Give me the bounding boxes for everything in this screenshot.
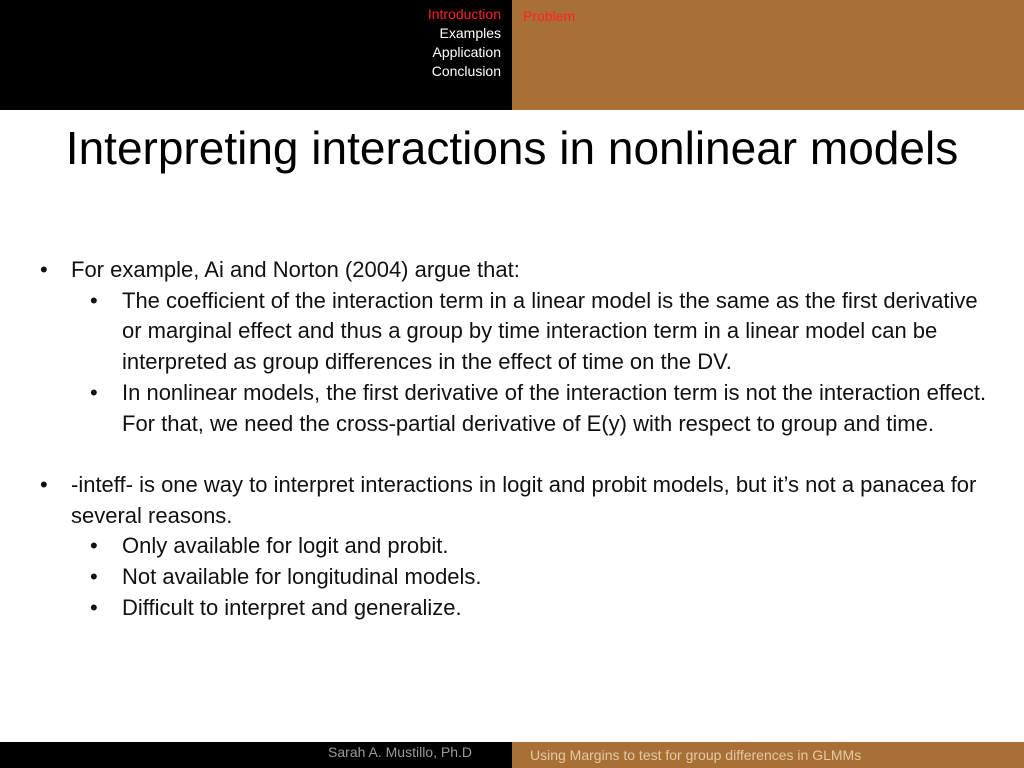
- footer-talk-title: Using Margins to test for group differences in GLMMs: [530, 747, 862, 763]
- bullet-item: [0, 470, 1024, 531]
- sub-bullet-item: [0, 562, 1024, 593]
- slide-title: Interpreting interactions in nonlinear models: [65, 122, 959, 174]
- bullet-glyph: •: [40, 471, 48, 497]
- nav-item-conclusion[interactable]: Conclusion: [431, 63, 501, 79]
- footer-author: Sarah A. Mustillo, Ph.D: [328, 744, 472, 760]
- bullet-glyph: •: [40, 257, 48, 282]
- bullet-spacer: [0, 439, 1024, 470]
- sub-bullet-item: [0, 286, 1024, 378]
- bullet-text: For example, Ai and Norton (2004) argue that:: [71, 257, 520, 282]
- sub-bullet-text: Only available for logit and probit.: [122, 533, 449, 559]
- bullet-glyph: •: [90, 379, 98, 405]
- bullet-text: -inteff- is one way to interpret interactions in logit and probit models, but it’s not a panacea for several reasons.: [71, 471, 977, 528]
- footer-author-panel: [0, 742, 512, 768]
- current-subsection-label[interactable]: Problem: [523, 8, 576, 24]
- sub-bullet-item: [0, 593, 1024, 624]
- slide-body: [0, 255, 1024, 623]
- footer-title-panel: [512, 742, 1024, 768]
- nav-item-introduction[interactable]: Introduction: [427, 6, 501, 22]
- sub-bullet-item: [0, 378, 1024, 439]
- bullet-glyph: •: [90, 287, 98, 313]
- sub-bullet-text: Not available for longitudinal models.: [122, 564, 482, 590]
- sub-bullet-item: [0, 531, 1024, 562]
- section-navigation: [428, 5, 501, 81]
- bullet-glyph: •: [90, 564, 98, 590]
- bullet-glyph: •: [90, 594, 98, 620]
- slide-header: [0, 0, 1024, 110]
- nav-item-examples[interactable]: Examples: [439, 25, 501, 41]
- sub-bullet-text: Difficult to interpret and generalize.: [122, 594, 462, 620]
- nav-item-application[interactable]: Application: [432, 44, 501, 60]
- header-subsection-panel: [512, 0, 1024, 110]
- header-nav-panel: [0, 0, 512, 110]
- sub-bullet-text: In nonlinear models, the first derivative of the interaction term is not the interaction effect. For that, we need the cross-partial derivative of E(y) with respect to group and time.: [122, 379, 987, 436]
- sub-bullet-text: The coefficient of the interaction term in a linear model is the same as the first derivative or marginal effect and thus a group by time interaction term in a linear model can be interpreted as group differences in the effect of time on the DV.: [122, 287, 978, 375]
- slide-footer: [0, 742, 1024, 768]
- bullet-glyph: •: [90, 533, 98, 559]
- bullet-item: [0, 255, 1024, 286]
